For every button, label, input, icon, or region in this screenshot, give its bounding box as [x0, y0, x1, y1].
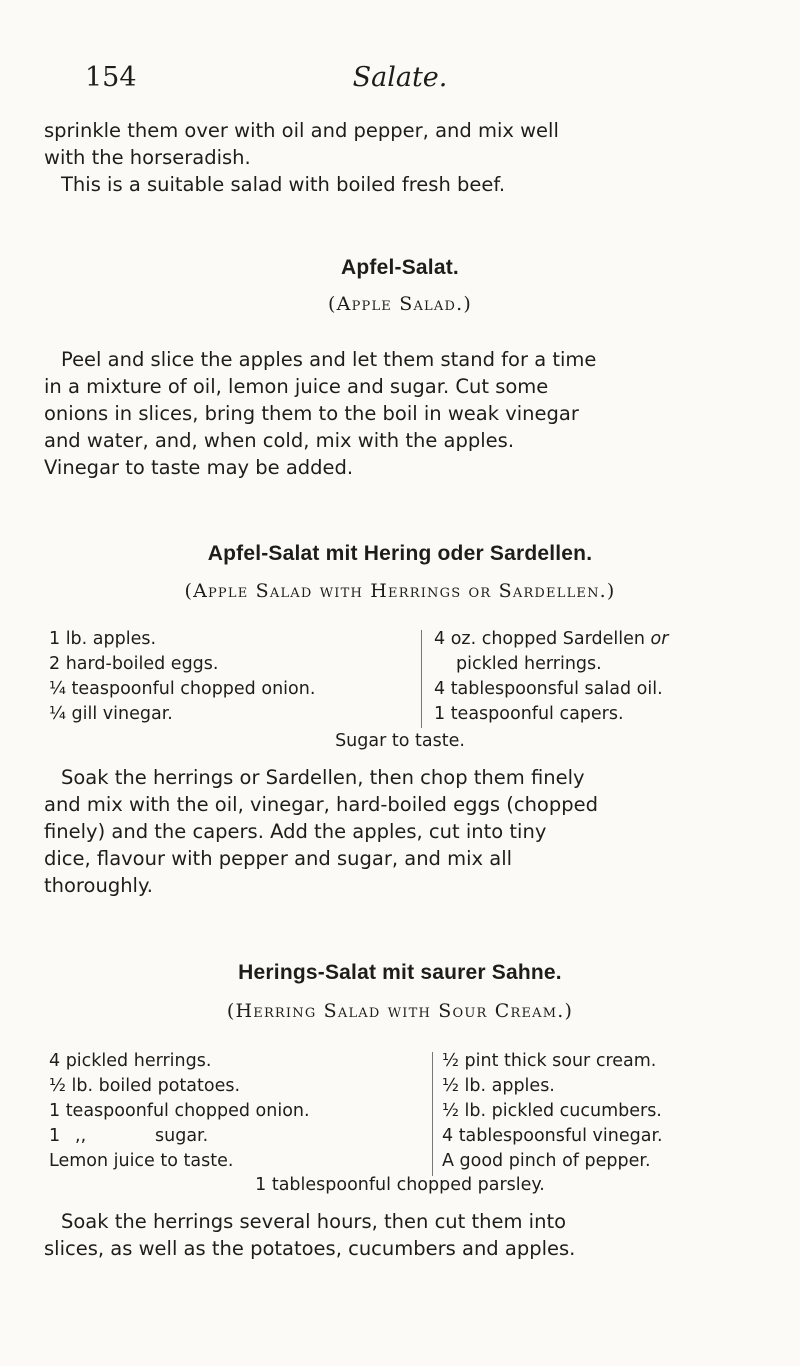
ingredient-item — [49, 1124, 310, 1149]
text-line: sprinkle them over with oil and pepper, and mix well — [44, 119, 559, 142]
text-line: with the horseradish. — [44, 146, 251, 169]
ingredients-left-column — [49, 627, 315, 727]
ingredients-right-column — [442, 1049, 663, 1174]
ingredient-item: ¼ gill vinegar. — [49, 704, 173, 724]
recipe-subtitle-apple-salad: (Apple Salad.) — [328, 293, 472, 315]
ingredient-number: 1 — [49, 1126, 61, 1146]
ingredient-bottom-line: Sugar to taste. — [335, 731, 465, 751]
text-line: Peel and slice the apples and let them stand for a time — [61, 348, 597, 371]
ingredient-item: 4 pickled herrings. — [49, 1051, 212, 1071]
recipe-subtitle-apple-herrings: (Apple Salad with Herrings or Sardellen.) — [184, 580, 616, 602]
text-line: and water, and, when cold, mix with the apples. — [44, 429, 515, 452]
recipe-title-apfel-salat: Apfel-Salat. — [341, 256, 459, 279]
text-line: finely) and the capers. Add the apples, cut into tiny — [44, 820, 547, 843]
intro-paragraph — [44, 117, 752, 198]
ingredient-item — [434, 627, 668, 652]
ingredient-item: A good pinch of pepper. — [442, 1151, 651, 1171]
column-divider — [432, 1052, 433, 1176]
text-line: This is a suitable salad with boiled fresh beef. — [61, 173, 506, 196]
ingredients-left-column — [49, 1049, 310, 1174]
ingredient-item: Lemon juice to taste. — [49, 1151, 234, 1171]
page-header — [0, 62, 800, 102]
herings-salat-instructions — [44, 1208, 752, 1262]
ditto-mark: ,, — [75, 1126, 87, 1146]
ingredient-item: 2 hard-boiled eggs. — [49, 654, 219, 674]
recipe-subtitle-herring-sour-cream: (Herring Salad with Sour Cream.) — [226, 1000, 574, 1022]
apfel-hering-instructions — [44, 764, 752, 899]
ingredient-item: 1 teaspoonful chopped onion. — [49, 1101, 310, 1121]
text-line: thoroughly. — [44, 874, 153, 897]
ingredient-italic: or — [650, 629, 669, 649]
ingredient-item: 1 teaspoonful capers. — [434, 704, 624, 724]
text-line: and mix with the oil, vinegar, hard-boiled eggs (chopped — [44, 793, 598, 816]
ingredient-item: ½ lb. boiled potatoes. — [49, 1076, 241, 1096]
ingredient-item: 4 tablespoonsful vinegar. — [442, 1126, 663, 1146]
ingredient-item: ½ lb. apples. — [442, 1076, 555, 1096]
ingredient-item: pickled herrings. — [456, 654, 602, 674]
recipe-title-herings-salat: Herings-Salat mit saurer Sahne. — [238, 961, 562, 984]
ingredient-item: ¼ teaspoonful chopped onion. — [49, 679, 316, 699]
text-line: Vinegar to taste may be added. — [44, 456, 354, 479]
text-line: dice, flavour with pepper and sugar, and mix all — [44, 847, 513, 870]
page-number: 154 — [85, 62, 137, 93]
running-title: Salate. — [352, 62, 448, 93]
text-line: onions in slices, bring them to the boil in weak vinegar — [44, 402, 579, 425]
text-line: slices, as well as the potatoes, cucumbers and apples. — [44, 1237, 576, 1260]
recipe-title-apfel-hering: Apfel-Salat mit Hering oder Sardellen. — [207, 542, 593, 565]
ingredient-bottom-line: 1 tablespoonful chopped parsley. — [255, 1175, 545, 1195]
text-line: Soak the herrings or Sardellen, then chop them finely — [61, 766, 585, 789]
ingredient-item: ½ pint thick sour cream. — [442, 1051, 657, 1071]
ingredient-text: 4 oz. chopped Sardellen — [434, 629, 651, 649]
ingredients-right-column — [434, 627, 668, 727]
column-divider — [421, 630, 422, 728]
ingredient-item: 4 tablespoonsful salad oil. — [434, 679, 663, 699]
apfel-salat-instructions — [44, 346, 752, 481]
text-line: Soak the herrings several hours, then cut them into — [61, 1210, 567, 1233]
ingredient-item: ½ lb. pickled cucumbers. — [442, 1101, 662, 1121]
text-line: in a mixture of oil, lemon juice and sugar. Cut some — [44, 375, 549, 398]
ingredient-text: sugar. — [155, 1126, 209, 1146]
ingredient-item: 1 lb. apples. — [49, 629, 157, 649]
